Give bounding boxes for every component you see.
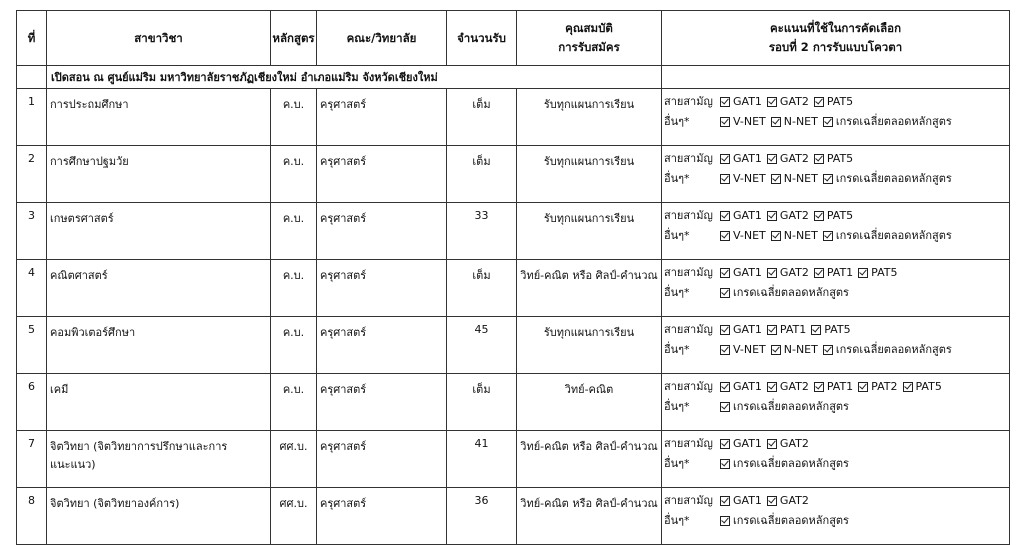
criterion-item (823, 340, 952, 360)
checked-box-icon (720, 268, 730, 278)
criteria-general-line (664, 149, 1009, 169)
criterion-label: N-NET (783, 229, 818, 242)
row-criteria (662, 89, 1010, 146)
row-seats: 33 (447, 203, 517, 260)
checked-box-icon (720, 439, 730, 449)
other-label: อื่นๆ* (664, 457, 690, 470)
criterion-label: เกรดเฉลี่ยตลอดหลักสูตร (733, 400, 849, 413)
checked-box-icon (720, 117, 730, 127)
criterion-label: เกรดเฉลี่ยตลอดหลักสูตร (733, 457, 849, 470)
table-row (17, 146, 1010, 203)
criterion-label: เกรดเฉลี่ยตลอดหลักสูตร (733, 286, 849, 299)
checked-box-icon (823, 231, 833, 241)
row-seats: 41 (447, 431, 517, 488)
criterion-item (823, 226, 952, 246)
checked-box-icon (720, 459, 730, 469)
other-label: อื่นๆ* (664, 343, 690, 356)
row-criteria (662, 260, 1010, 317)
row-qualification: รับทุกแผนการเรียน (517, 89, 662, 146)
criterion-label: GAT2 (779, 209, 809, 222)
criteria-other-line (664, 112, 1009, 132)
checked-box-icon (771, 117, 781, 127)
criteria-other-line (664, 169, 1009, 189)
criterion-item (814, 149, 853, 169)
criterion-label: PAT5 (826, 209, 854, 222)
criterion-item (823, 112, 952, 132)
header-faculty: คณะ/วิทยาลัย (317, 11, 447, 66)
header-crit-line1: คะแนนที่ใช้ในการคัดเลือก (769, 21, 902, 35)
criterion-label: GAT2 (779, 437, 809, 450)
general-label: สายสามัญ (664, 95, 713, 108)
criterion-item (903, 377, 942, 397)
criterion-label: V-NET (733, 115, 766, 128)
row-criteria (662, 146, 1010, 203)
criterion-label: GAT2 (779, 380, 809, 393)
row-seats: เต็ม (447, 374, 517, 431)
row-criteria (662, 431, 1010, 488)
checked-box-icon (814, 268, 824, 278)
checked-box-icon (903, 382, 913, 392)
criterion-item (720, 320, 762, 340)
row-number: 6 (17, 374, 47, 431)
criterion-label: N-NET (783, 172, 818, 185)
row-qualification: รับทุกแผนการเรียน (517, 317, 662, 374)
criterion-label: GAT1 (733, 323, 762, 336)
criterion-label: V-NET (733, 343, 766, 356)
row-qualification: วิทย์-คณิต (517, 374, 662, 431)
checked-box-icon (720, 174, 730, 184)
checked-box-icon (767, 382, 777, 392)
row-course: ค.บ. (271, 89, 317, 146)
criterion-item (814, 206, 853, 226)
criterion-label: PAT5 (824, 323, 851, 336)
criterion-label: GAT1 (733, 152, 762, 165)
checked-box-icon (767, 211, 777, 221)
checked-box-icon (767, 154, 777, 164)
row-qualification: วิทย์-คณิต หรือ ศิลป์-คำนวณ (517, 431, 662, 488)
row-number: 1 (17, 89, 47, 146)
row-faculty: ครุศาสตร์ (317, 317, 447, 374)
criterion-item (823, 169, 952, 189)
criterion-item (720, 112, 766, 132)
checked-box-icon (720, 345, 730, 355)
criterion-item (858, 377, 897, 397)
criterion-item (771, 226, 818, 246)
checked-box-icon (814, 382, 824, 392)
row-major: การศึกษาปฐมวัย (47, 146, 271, 203)
other-label: อื่นๆ* (664, 514, 690, 527)
criterion-item (814, 377, 853, 397)
criterion-label: PAT5 (826, 95, 854, 108)
section-row (17, 66, 1010, 89)
header-row (17, 11, 1010, 66)
checked-box-icon (767, 496, 777, 506)
row-major: จิตวิทยา (จิตวิทยาองค์การ) (47, 488, 271, 545)
row-major: จิตวิทยา (จิตวิทยาการปรึกษาและการแนะแนว) (47, 431, 271, 488)
criterion-label: PAT1 (826, 266, 854, 279)
other-label: อื่นๆ* (664, 172, 690, 185)
criterion-item (720, 397, 849, 417)
general-label: สายสามัญ (664, 380, 713, 393)
other-label: อื่นๆ* (664, 115, 690, 128)
criterion-item (814, 263, 853, 283)
row-qualification: วิทย์-คณิต หรือ ศิลป์-คำนวณ (517, 260, 662, 317)
row-number: 3 (17, 203, 47, 260)
header-qual-line1: คุณสมบัติ (565, 21, 613, 35)
criterion-item (814, 92, 853, 112)
row-course: ค.บ. (271, 203, 317, 260)
criterion-item (767, 149, 809, 169)
header-no: ที่ (17, 11, 47, 66)
general-label: สายสามัญ (664, 152, 713, 165)
table-row (17, 89, 1010, 146)
row-major: คณิตศาสตร์ (47, 260, 271, 317)
checked-box-icon (823, 345, 833, 355)
checked-box-icon (767, 325, 777, 335)
header-qualification (517, 11, 662, 66)
row-criteria (662, 317, 1010, 374)
row-faculty: ครุศาสตร์ (317, 260, 447, 317)
criterion-item (720, 169, 766, 189)
criterion-item (771, 340, 818, 360)
checked-box-icon (823, 117, 833, 127)
criterion-label: PAT5 (826, 152, 854, 165)
checked-box-icon (771, 345, 781, 355)
criteria-other-line (664, 226, 1009, 246)
row-number: 4 (17, 260, 47, 317)
criterion-item (767, 491, 809, 511)
checked-box-icon (720, 97, 730, 107)
criterion-item (858, 263, 897, 283)
criterion-label: PAT1 (779, 323, 807, 336)
criterion-label: เกรดเฉลี่ยตลอดหลักสูตร (835, 172, 952, 185)
row-number: 7 (17, 431, 47, 488)
criteria-general-line (664, 434, 1009, 454)
checked-box-icon (771, 231, 781, 241)
criteria-other-line (664, 511, 1009, 531)
header-course: หลักสูตร (271, 11, 317, 66)
checked-box-icon (858, 382, 868, 392)
table-row (17, 260, 1010, 317)
section-spacer (17, 66, 47, 89)
criterion-item (720, 491, 762, 511)
row-qualification: วิทย์-คณิต หรือ ศิลป์-คำนวณ (517, 488, 662, 545)
criterion-item (720, 340, 766, 360)
general-label: สายสามัญ (664, 209, 713, 222)
header-qual-line2: การรับสมัคร (558, 40, 620, 54)
header-seats: จำนวนรับ (447, 11, 517, 66)
criterion-label: PAT1 (826, 380, 854, 393)
criterion-label: GAT1 (733, 209, 762, 222)
checked-box-icon (767, 97, 777, 107)
criterion-item (771, 112, 818, 132)
criterion-item (767, 206, 809, 226)
row-criteria (662, 203, 1010, 260)
criteria-general-line (664, 491, 1009, 511)
checked-box-icon (767, 439, 777, 449)
general-label: สายสามัญ (664, 266, 713, 279)
row-major: คอมพิวเตอร์ศึกษา (47, 317, 271, 374)
checked-box-icon (720, 325, 730, 335)
row-course: ศศ.บ. (271, 488, 317, 545)
criterion-label: เกรดเฉลี่ยตลอดหลักสูตร (835, 115, 952, 128)
criteria-general-line (664, 206, 1009, 226)
checked-box-icon (720, 211, 730, 221)
row-faculty: ครุศาสตร์ (317, 89, 447, 146)
criterion-item (720, 206, 762, 226)
checked-box-icon (720, 382, 730, 392)
criteria-general-line (664, 377, 1009, 397)
criterion-label: GAT1 (733, 494, 762, 507)
criterion-label: PAT2 (871, 380, 898, 393)
criterion-item (767, 377, 809, 397)
other-label: อื่นๆ* (664, 286, 690, 299)
criteria-general-line (664, 320, 1009, 340)
header-crit-line2: รอบที่ 2 การรับแบบโควตา (768, 40, 903, 54)
criterion-label: N-NET (783, 343, 818, 356)
table-row (17, 203, 1010, 260)
checked-box-icon (814, 154, 824, 164)
row-course: ค.บ. (271, 374, 317, 431)
row-major: เกษตรศาสตร์ (47, 203, 271, 260)
checked-box-icon (814, 97, 824, 107)
criterion-label: GAT1 (733, 95, 762, 108)
criterion-item (720, 92, 762, 112)
table-row (17, 374, 1010, 431)
row-qualification: รับทุกแผนการเรียน (517, 203, 662, 260)
row-seats: 45 (447, 317, 517, 374)
section-spacer-right (662, 66, 1010, 89)
criterion-item (767, 434, 809, 454)
checked-box-icon (767, 268, 777, 278)
general-label: สายสามัญ (664, 437, 713, 450)
general-label: สายสามัญ (664, 323, 713, 336)
table-row (17, 317, 1010, 374)
checked-box-icon (771, 174, 781, 184)
other-label: อื่นๆ* (664, 400, 690, 413)
criterion-item (720, 149, 762, 169)
criteria-general-line (664, 92, 1009, 112)
criterion-item (720, 226, 766, 246)
criteria-other-line (664, 454, 1009, 474)
criterion-item (720, 454, 849, 474)
criterion-item (771, 169, 818, 189)
criterion-label: เกรดเฉลี่ยตลอดหลักสูตร (733, 514, 849, 527)
criterion-item (767, 320, 806, 340)
row-qualification: รับทุกแผนการเรียน (517, 146, 662, 203)
criterion-label: GAT2 (779, 494, 809, 507)
row-seats: เต็ม (447, 146, 517, 203)
checked-box-icon (720, 231, 730, 241)
criterion-item (720, 511, 849, 531)
criterion-label: เกรดเฉลี่ยตลอดหลักสูตร (835, 343, 952, 356)
checked-box-icon (720, 402, 730, 412)
row-course: ศศ.บ. (271, 431, 317, 488)
criterion-label: GAT2 (779, 152, 809, 165)
criterion-item (767, 263, 809, 283)
criteria-other-line (664, 397, 1009, 417)
row-faculty: ครุศาสตร์ (317, 203, 447, 260)
row-criteria (662, 374, 1010, 431)
criteria-other-line (664, 340, 1009, 360)
table-row (17, 488, 1010, 545)
general-label: สายสามัญ (664, 494, 713, 507)
checked-box-icon (858, 268, 868, 278)
row-major: การประถมศึกษา (47, 89, 271, 146)
criterion-label: GAT1 (733, 266, 762, 279)
row-seats: เต็ม (447, 260, 517, 317)
criterion-label: GAT2 (779, 266, 809, 279)
criterion-label: PAT5 (871, 266, 898, 279)
criterion-label: V-NET (733, 229, 766, 242)
criteria-other-line (664, 283, 1009, 303)
header-criteria (662, 11, 1010, 66)
row-major: เคมี (47, 374, 271, 431)
checked-box-icon (814, 211, 824, 221)
row-seats: เต็ม (447, 89, 517, 146)
criterion-label: GAT1 (733, 437, 762, 450)
row-course: ค.บ. (271, 317, 317, 374)
row-faculty: ครุศาสตร์ (317, 431, 447, 488)
criterion-item (720, 283, 849, 303)
row-number: 5 (17, 317, 47, 374)
row-criteria (662, 488, 1010, 545)
criteria-general-line (664, 263, 1009, 283)
row-number: 2 (17, 146, 47, 203)
section-title: เปิดสอน ณ ศูนย์แม่ริม มหาวิทยาลัยราชภัฏเชียงใหม่ อำเภอแม่ริม จังหวัดเชียงใหม่ (47, 66, 662, 89)
criterion-item (767, 92, 809, 112)
checked-box-icon (811, 325, 821, 335)
criterion-item (720, 377, 762, 397)
admission-table (16, 10, 1010, 545)
criterion-label: GAT1 (733, 380, 762, 393)
checked-box-icon (720, 496, 730, 506)
header-major: สาขาวิชา (47, 11, 271, 66)
row-faculty: ครุศาสตร์ (317, 488, 447, 545)
row-course: ค.บ. (271, 146, 317, 203)
criterion-label: V-NET (733, 172, 766, 185)
checked-box-icon (720, 154, 730, 164)
criterion-label: N-NET (783, 115, 818, 128)
row-number: 8 (17, 488, 47, 545)
criterion-item (720, 263, 762, 283)
criterion-label: PAT5 (915, 380, 942, 393)
criterion-item (811, 320, 850, 340)
row-course: ค.บ. (271, 260, 317, 317)
row-seats: 36 (447, 488, 517, 545)
other-label: อื่นๆ* (664, 229, 690, 242)
row-faculty: ครุศาสตร์ (317, 374, 447, 431)
criterion-item (720, 434, 762, 454)
checked-box-icon (823, 174, 833, 184)
criterion-label: เกรดเฉลี่ยตลอดหลักสูตร (835, 229, 952, 242)
row-faculty: ครุศาสตร์ (317, 146, 447, 203)
table-row (17, 431, 1010, 488)
criterion-label: GAT2 (779, 95, 809, 108)
checked-box-icon (720, 288, 730, 298)
